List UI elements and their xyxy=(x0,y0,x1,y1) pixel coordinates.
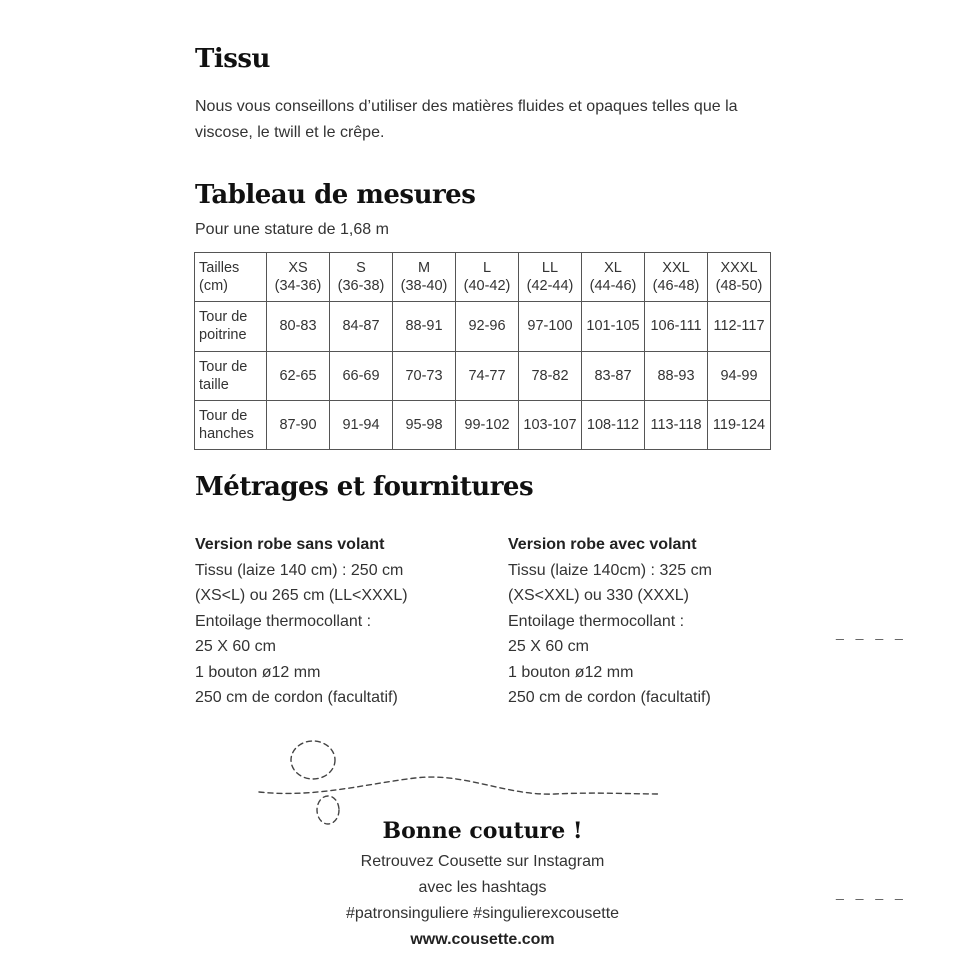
size-range: (34-36) xyxy=(274,278,322,295)
table-cell: 97-100 xyxy=(519,302,582,351)
size-name: S xyxy=(356,260,366,277)
size-range: (44-46) xyxy=(589,278,637,295)
size-name: LL xyxy=(541,260,559,277)
tissu-line-1: Nous vous conseillons d’utiliser des matières fluides et opaques telles que la xyxy=(195,98,738,115)
table-cell: 103-107 xyxy=(519,400,582,449)
list-item: 250 cm de cordon (facultatif) xyxy=(508,689,711,706)
hashtags: #patronsinguliere #singulierexcousette xyxy=(345,905,620,922)
list-item: 250 cm de cordon (facultatif) xyxy=(195,689,398,706)
size-header-cell xyxy=(330,253,393,302)
table-cell: 74-77 xyxy=(456,351,519,400)
size-header-cell xyxy=(708,253,771,302)
table-cell: 92-96 xyxy=(456,302,519,351)
size-name: XS xyxy=(288,260,308,277)
row-label-line-2: hanches xyxy=(199,425,254,442)
table-cell: 62-65 xyxy=(267,351,330,400)
size-header-cell xyxy=(645,253,708,302)
hashtags-intro: avec les hashtags xyxy=(418,879,547,896)
table-cell: 91-94 xyxy=(330,400,393,449)
table-cell: 87-90 xyxy=(267,400,330,449)
table-cell: 101-105 xyxy=(582,302,645,351)
row-label-line-2: poitrine xyxy=(199,327,247,344)
size-header-label-line-1: Tailles xyxy=(199,260,240,277)
scissor-cut-line-icon xyxy=(255,738,665,830)
cut-mark-dash: _ _ _ _ xyxy=(836,624,907,640)
list-item: Entoilage thermocollant : xyxy=(195,612,372,630)
size-header-cell xyxy=(519,253,582,302)
list-item: 25 X 60 cm xyxy=(508,638,589,655)
table-cell: 112-117 xyxy=(708,302,771,351)
size-header-cell xyxy=(393,253,456,302)
row-label-line-1: Tour de xyxy=(199,309,248,326)
version-avec-volant xyxy=(508,532,712,711)
table-cell: 70-73 xyxy=(393,351,456,400)
table-cell: 106-111 xyxy=(645,302,708,351)
table-cell: 113-118 xyxy=(645,400,708,449)
size-range: (46-48) xyxy=(652,278,700,295)
row-label-line-1: Tour de xyxy=(199,358,248,375)
size-range: (38-40) xyxy=(400,278,448,295)
version-avec-volant-title: Version robe avec volant xyxy=(508,536,697,553)
size-header-cell xyxy=(267,253,330,302)
row-label xyxy=(195,400,267,449)
size-name: XXXL xyxy=(720,260,758,277)
row-label-line-1: Tour de xyxy=(199,407,248,424)
table-cell: 84-87 xyxy=(330,302,393,351)
list-item: 1 bouton ø12 mm xyxy=(195,663,321,681)
row-label xyxy=(195,351,267,400)
list-item: Entoilage thermocollant : xyxy=(508,612,685,630)
row-label xyxy=(195,302,267,351)
table-cell: 83-87 xyxy=(582,351,645,400)
version-sans-volant xyxy=(195,532,408,711)
size-name: L xyxy=(482,260,492,277)
size-range: (40-42) xyxy=(463,278,511,295)
row-label-line-2: taille xyxy=(199,376,229,393)
cut-mark-dash: _ _ _ _ xyxy=(836,884,907,900)
list-item: 1 bouton ø12 mm xyxy=(508,663,634,681)
list-item: 25 X 60 cm xyxy=(195,638,276,655)
table-cell: 108-112 xyxy=(582,400,645,449)
website-url: www.cousette.com xyxy=(410,931,555,948)
table-cell: 119-124 xyxy=(708,400,771,449)
version-sans-volant-title: Version robe sans volant xyxy=(195,536,385,553)
table-cell: 88-93 xyxy=(645,351,708,400)
size-header-cell xyxy=(456,253,519,302)
size-header-cell xyxy=(582,253,645,302)
size-range: (48-50) xyxy=(715,278,763,295)
table-cell: 94-99 xyxy=(708,351,771,400)
tissu-heading: Tissu xyxy=(195,44,270,74)
table-row xyxy=(195,351,771,400)
size-name: M xyxy=(417,260,431,277)
table-cell: 99-102 xyxy=(456,400,519,449)
list-item: (XS<L) ou 265 cm (LL<XXXL) xyxy=(195,587,408,604)
table-cell: 88-91 xyxy=(393,302,456,351)
size-range: (36-38) xyxy=(337,278,385,295)
instagram-line: Retrouvez Cousette sur Instagram xyxy=(360,853,605,870)
tissu-line-2: viscose, le twill et le crêpe. xyxy=(195,124,385,141)
list-item: Tissu (laize 140cm) : 325 cm xyxy=(508,561,712,579)
size-header-label-line-2: (cm) xyxy=(199,278,228,295)
size-range: (42-44) xyxy=(526,278,574,295)
table-cell: 78-82 xyxy=(519,351,582,400)
table-cell: 80-83 xyxy=(267,302,330,351)
size-chart-table xyxy=(194,252,771,450)
stature-note: Pour une stature de 1,68 m xyxy=(195,221,389,238)
size-name: XL xyxy=(604,260,622,277)
size-header-row xyxy=(195,253,771,302)
table-cell: 66-69 xyxy=(330,351,393,400)
size-header-label xyxy=(195,253,267,302)
list-item: (XS<XXL) ou 330 (XXXL) xyxy=(508,587,689,604)
size-name: XXL xyxy=(662,260,690,277)
metrages-heading: Métrages et fournitures xyxy=(195,472,534,502)
measurement-table-heading: Tableau de mesures xyxy=(195,180,476,210)
list-item: Tissu (laize 140 cm) : 250 cm xyxy=(195,561,404,579)
bonne-couture-heading: Bonne couture ! xyxy=(382,818,583,844)
table-row xyxy=(195,302,771,351)
table-cell: 95-98 xyxy=(393,400,456,449)
table-row xyxy=(195,400,771,449)
tissu-description xyxy=(195,94,795,146)
